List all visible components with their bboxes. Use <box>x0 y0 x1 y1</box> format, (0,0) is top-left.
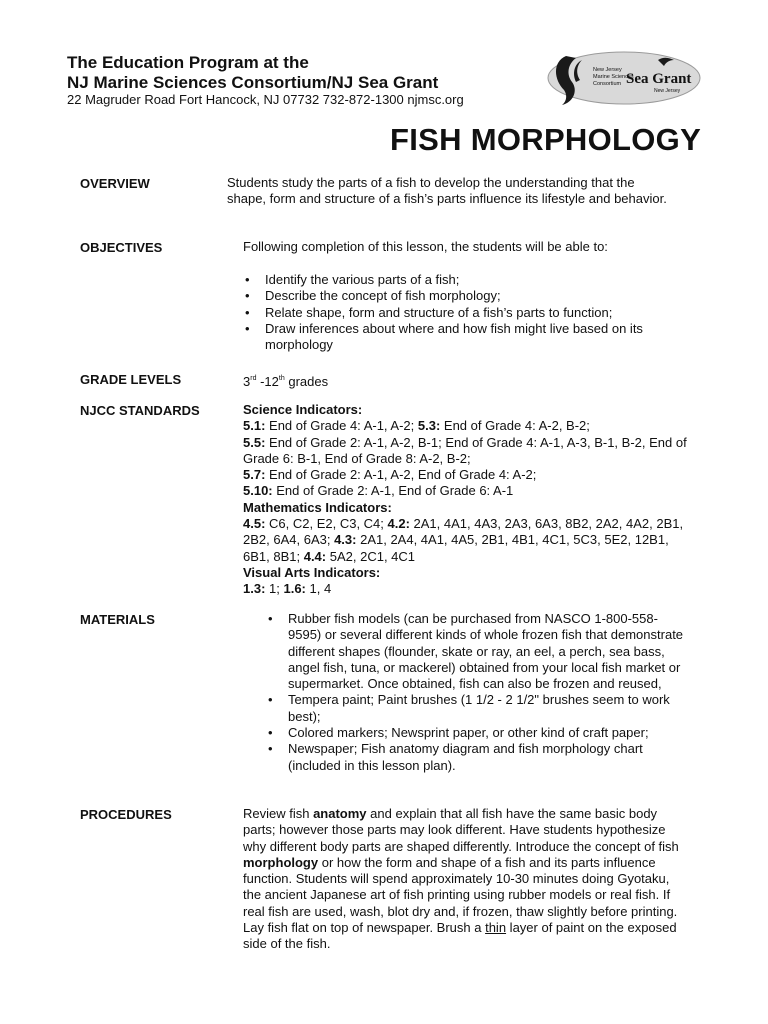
nj-sea-grant-logo <box>546 50 702 106</box>
science-indicators-heading: Science Indicators: <box>243 402 363 417</box>
program-line-1: The Education Program at the <box>67 53 309 72</box>
logo-brand-text: Sea Grant <box>626 71 692 87</box>
logo-small-text-3: Consortium <box>593 81 622 87</box>
program-address: 22 Magruder Road Fort Hancock, NJ 07732 732-872-1300 njmsc.org <box>67 92 464 107</box>
material-item: • Rubber fish models (can be purchased from NASCO 1-800-558-9595) or several different kinds of whole frozen fish that demonstrate different shapes (flounder, skate or ray, an eel, a perch, sea bass, angel fish, tuna, or mackerel) obtained from your local fish market or supermarket. Once obtained, fish can also be frozen and reused, <box>266 611 690 692</box>
objective-item: • Relate shape, form and structure of a fish’s parts to function; <box>243 305 683 321</box>
standards-label: NJCC STANDARDS <box>80 403 200 418</box>
materials-list <box>266 611 690 774</box>
material-item: • Tempera paint; Paint brushes (1 1/2 - 2 1/2" brushes seem to work best); <box>266 692 690 725</box>
logo-small-text-2: Marine Sciences <box>593 74 634 80</box>
document-title: FISH MORPHOLOGY <box>390 122 702 157</box>
materials-label: MATERIALS <box>80 612 155 627</box>
procedures-text: Review fish anatomy and explain that all fish have the same basic body parts; however those parts may look different. Have students hypothesize why different body parts are shaped differently. Introduce the concept of fish morphology or how the form and shape of a fish and its parts influence function. Students will spend approximately 10-30 minutes doing Gyotaku, the ancient Japanese art of fish printing using rubber models or real fish. If real fish are used, wash, blot dry and, if frozen, thaw slightly before printing. Lay fish flat on top of newspaper. Brush a thin layer of paint on the exposed side of the fish. <box>243 806 679 952</box>
grade-levels-text: 3rd -12th grades <box>243 374 329 389</box>
visual-arts-indicators-heading: Visual Arts Indicators: <box>243 564 381 580</box>
standards-text: Science Indicators: 5.1: End of Grade 4: A-1, A-2; 5.3: End of Grade 4: A-2, B-2; 5.5: End of Grade 2: A-1, A-2, B-1; End of Grade 4: A-1, A-3, B-1, B-2, End of Grade 6: B-1, End of Grade 8: A-2, B-2; 5.7: End of Grade 2: A-1, A-2, End of Grade 4: A-2; 5.10: End of Grade 2: A-1, End of Grade 6: A-1 Mathematics Indicators: 4.5: C6, C2, E2, C3, C4; 4.2: 2A1, 4A1, 4A3, 2A3, 6A3, 8B2, 2A2, 4A2, 2B1, 2B2, 6A4, 6A3; 4.3: 2A1, 2A4, 4A1, 4A5, 2B1, 4B1, 4C1, 5C3, 5E2, 12B1, 6B1, 8B1; 4.4: 5A2, 2C1, 4C1 Visual Arts Indicators: 1.3: 1; 1.6: 1, 4 <box>243 402 687 597</box>
program-line-2: NJ Marine Sciences Consortium/NJ Sea Grant <box>67 73 439 92</box>
overview-label: OVERVIEW <box>80 176 150 191</box>
objective-item: • Describe the concept of fish morphology; <box>243 288 683 304</box>
grade-levels-label: GRADE LEVELS <box>80 372 182 387</box>
objective-item: • Identify the various parts of a fish; <box>243 272 683 288</box>
procedures-label: PROCEDURES <box>80 807 172 822</box>
material-item: • Newspaper; Fish anatomy diagram and fish morphology chart (included in this lesson plan). <box>266 741 690 774</box>
sea-grant-logo-graphic <box>546 50 702 106</box>
logo-small-text-1: New Jersey <box>593 67 622 73</box>
objectives-label: OBJECTIVES <box>80 240 163 255</box>
logo-subtext: New Jersey <box>654 88 681 94</box>
overview-text: Students study the parts of a fish to develop the understanding that the shape, form and structure of a fish’s parts influence its lifestyle and behavior. <box>227 175 667 207</box>
math-indicators-heading: Mathematics Indicators: <box>243 499 392 515</box>
material-item: • Colored markers; Newsprint paper, or other kind of craft paper; <box>266 725 690 741</box>
objectives-intro: Following completion of this lesson, the students will be able to: <box>243 239 608 254</box>
objectives-list <box>243 272 683 353</box>
objective-item: • Draw inferences about where and how fish might live based on its morphology <box>243 321 683 354</box>
